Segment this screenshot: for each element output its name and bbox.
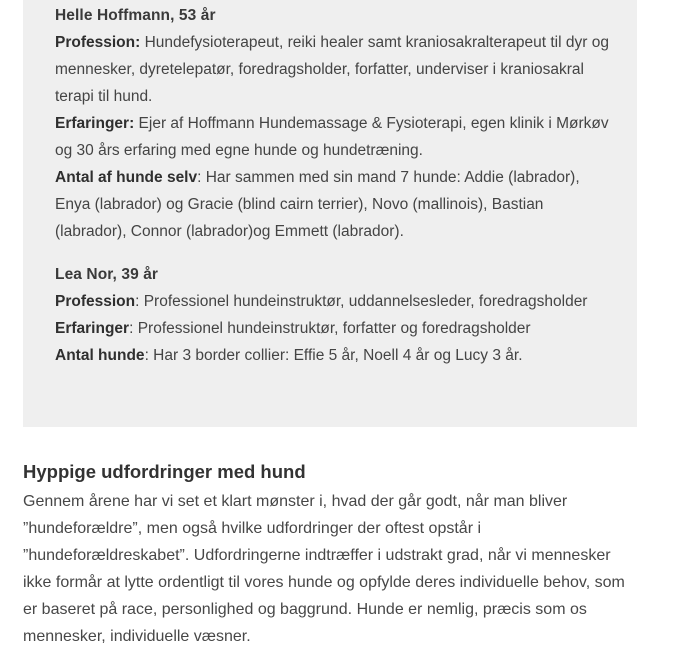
dogs-text: : Har sammen med sin mand 7 hunde: Addie (labrador), Enya (labrador) og Gracie (blind cairn terrier), Novo (mallinois), Bastian (labrador), Connor (labrador)og Emmett (labrador). [55, 169, 580, 240]
author-name: Lea Nor, 39 år [55, 266, 159, 283]
experience-label: Erfaringer [55, 320, 130, 337]
experience-row [55, 315, 615, 342]
profession-row [55, 29, 615, 110]
experience-text: : Professionel hundeinstruktør, forfatter og foredragsholder [129, 320, 531, 337]
dogs-label: Antal hunde [55, 347, 145, 364]
author-profile-lea [55, 261, 615, 369]
dogs-text: : Har 3 border collier: Effie 5 år, Noell 4 år og Lucy 3 år. [144, 347, 523, 364]
profession-label: Profession: [55, 34, 141, 51]
challenges-section [23, 458, 643, 650]
experience-label: Erfaringer: [55, 115, 135, 132]
profession-text: : Professionel hundeinstruktør, uddannelsesleder, foredragsholder [135, 293, 588, 310]
author-name: Helle Hoffmann, 53 år [55, 7, 216, 24]
experience-text: Ejer af Hoffmann Hundemassage & Fysioterapi, egen klinik i Mørkøv og 30 års erfaring med egne hunde og hundetræning. [55, 115, 609, 159]
dogs-row [55, 342, 615, 369]
section-paragraph: Gennem årene har vi set et klart mønster i, hvad der går godt, når man bliver ”hundeforældre”, men også hvilke udfordringer der oftest opstår i ”hundeforældreskabet”. Udfordringerne indtræffer i udstrakt grad, når vi mennesker ikke formår at lytte ordentligt til vores hunde og opfylde deres individuelle behov, som er baseret på race, personlighed og baggrund. Hunde er nemlig, præcis som os mennesker, individuelle væsner. [23, 493, 625, 645]
profession-label: Profession [55, 293, 136, 310]
experience-row [55, 110, 615, 164]
profession-text: Hundefysioterapeut, reiki healer samt kraniosakralterapeut til dyr og mennesker, dyretelepatør, foredragsholder, forfatter, underviser i kraniosakral terapi til hund. [55, 34, 609, 105]
author-info-box [23, 0, 637, 427]
author-profile-helle [55, 2, 615, 245]
section-heading: Hyppige udfordringer med hund [23, 461, 306, 482]
dogs-label: Antal af hunde selv [55, 169, 198, 186]
dogs-row [55, 164, 615, 245]
profession-row [55, 288, 615, 315]
